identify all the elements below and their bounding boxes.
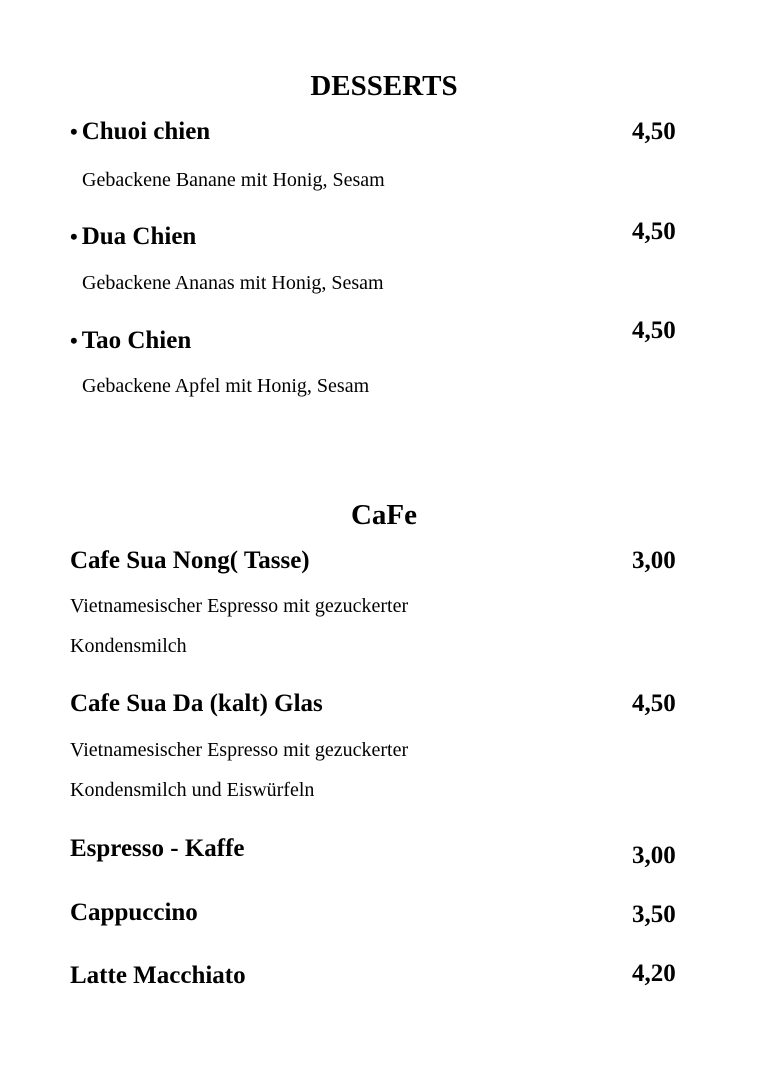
cafe-item-price: 3,00: [632, 547, 676, 574]
dessert-item-name: [70, 118, 210, 146]
bullet: •: [70, 119, 78, 144]
cafe-item-name: Cafe Sua Da (kalt) Glas: [70, 690, 323, 717]
cafe-item-name: Cafe Sua Nong( Tasse): [70, 547, 310, 574]
cafe-item-description-line: Kondensmilch und Eiswürfeln: [70, 779, 315, 801]
cafe-item-name: Latte Macchiato: [70, 962, 246, 989]
item-name-text: Dua Chien: [81, 223, 197, 250]
dessert-item-price: 4,50: [632, 218, 676, 245]
cafe-item-description-line: Kondensmilch: [70, 635, 187, 657]
dessert-item-description: Gebackene Banane mit Honig, Sesam: [82, 169, 385, 191]
cafe-item-price: 4,20: [632, 960, 676, 987]
cafe-item-name: Cappuccino: [70, 899, 198, 926]
dessert-item-price: 4,50: [632, 118, 676, 145]
bullet: •: [70, 224, 78, 249]
dessert-item-name: [70, 327, 191, 355]
cafe-item-price: 3,50: [632, 901, 676, 928]
dessert-item-name: [70, 223, 196, 251]
cafe-item-description-line: Vietnamesischer Espresso mit gezuckerter: [70, 739, 409, 761]
dessert-item-price: 4,50: [632, 317, 676, 344]
item-name-text: Chuoi chien: [81, 118, 211, 145]
cafe-item-price: 3,00: [632, 842, 676, 869]
cafe-item-description-line: Vietnamesischer Espresso mit gezuckerter: [70, 595, 409, 617]
item-name-text: Tao Chien: [81, 327, 192, 354]
cafe-item-name: Espresso - Kaffe: [70, 835, 245, 862]
desserts-title: DESSERTS: [310, 70, 458, 102]
dessert-item-description: Gebackene Ananas mit Honig, Sesam: [82, 272, 384, 294]
cafe-item-price: 4,50: [632, 690, 676, 717]
dessert-item-description: Gebackene Apfel mit Honig, Sesam: [82, 375, 370, 397]
bullet: •: [70, 328, 78, 353]
cafe-title: CaFe: [350, 499, 418, 531]
